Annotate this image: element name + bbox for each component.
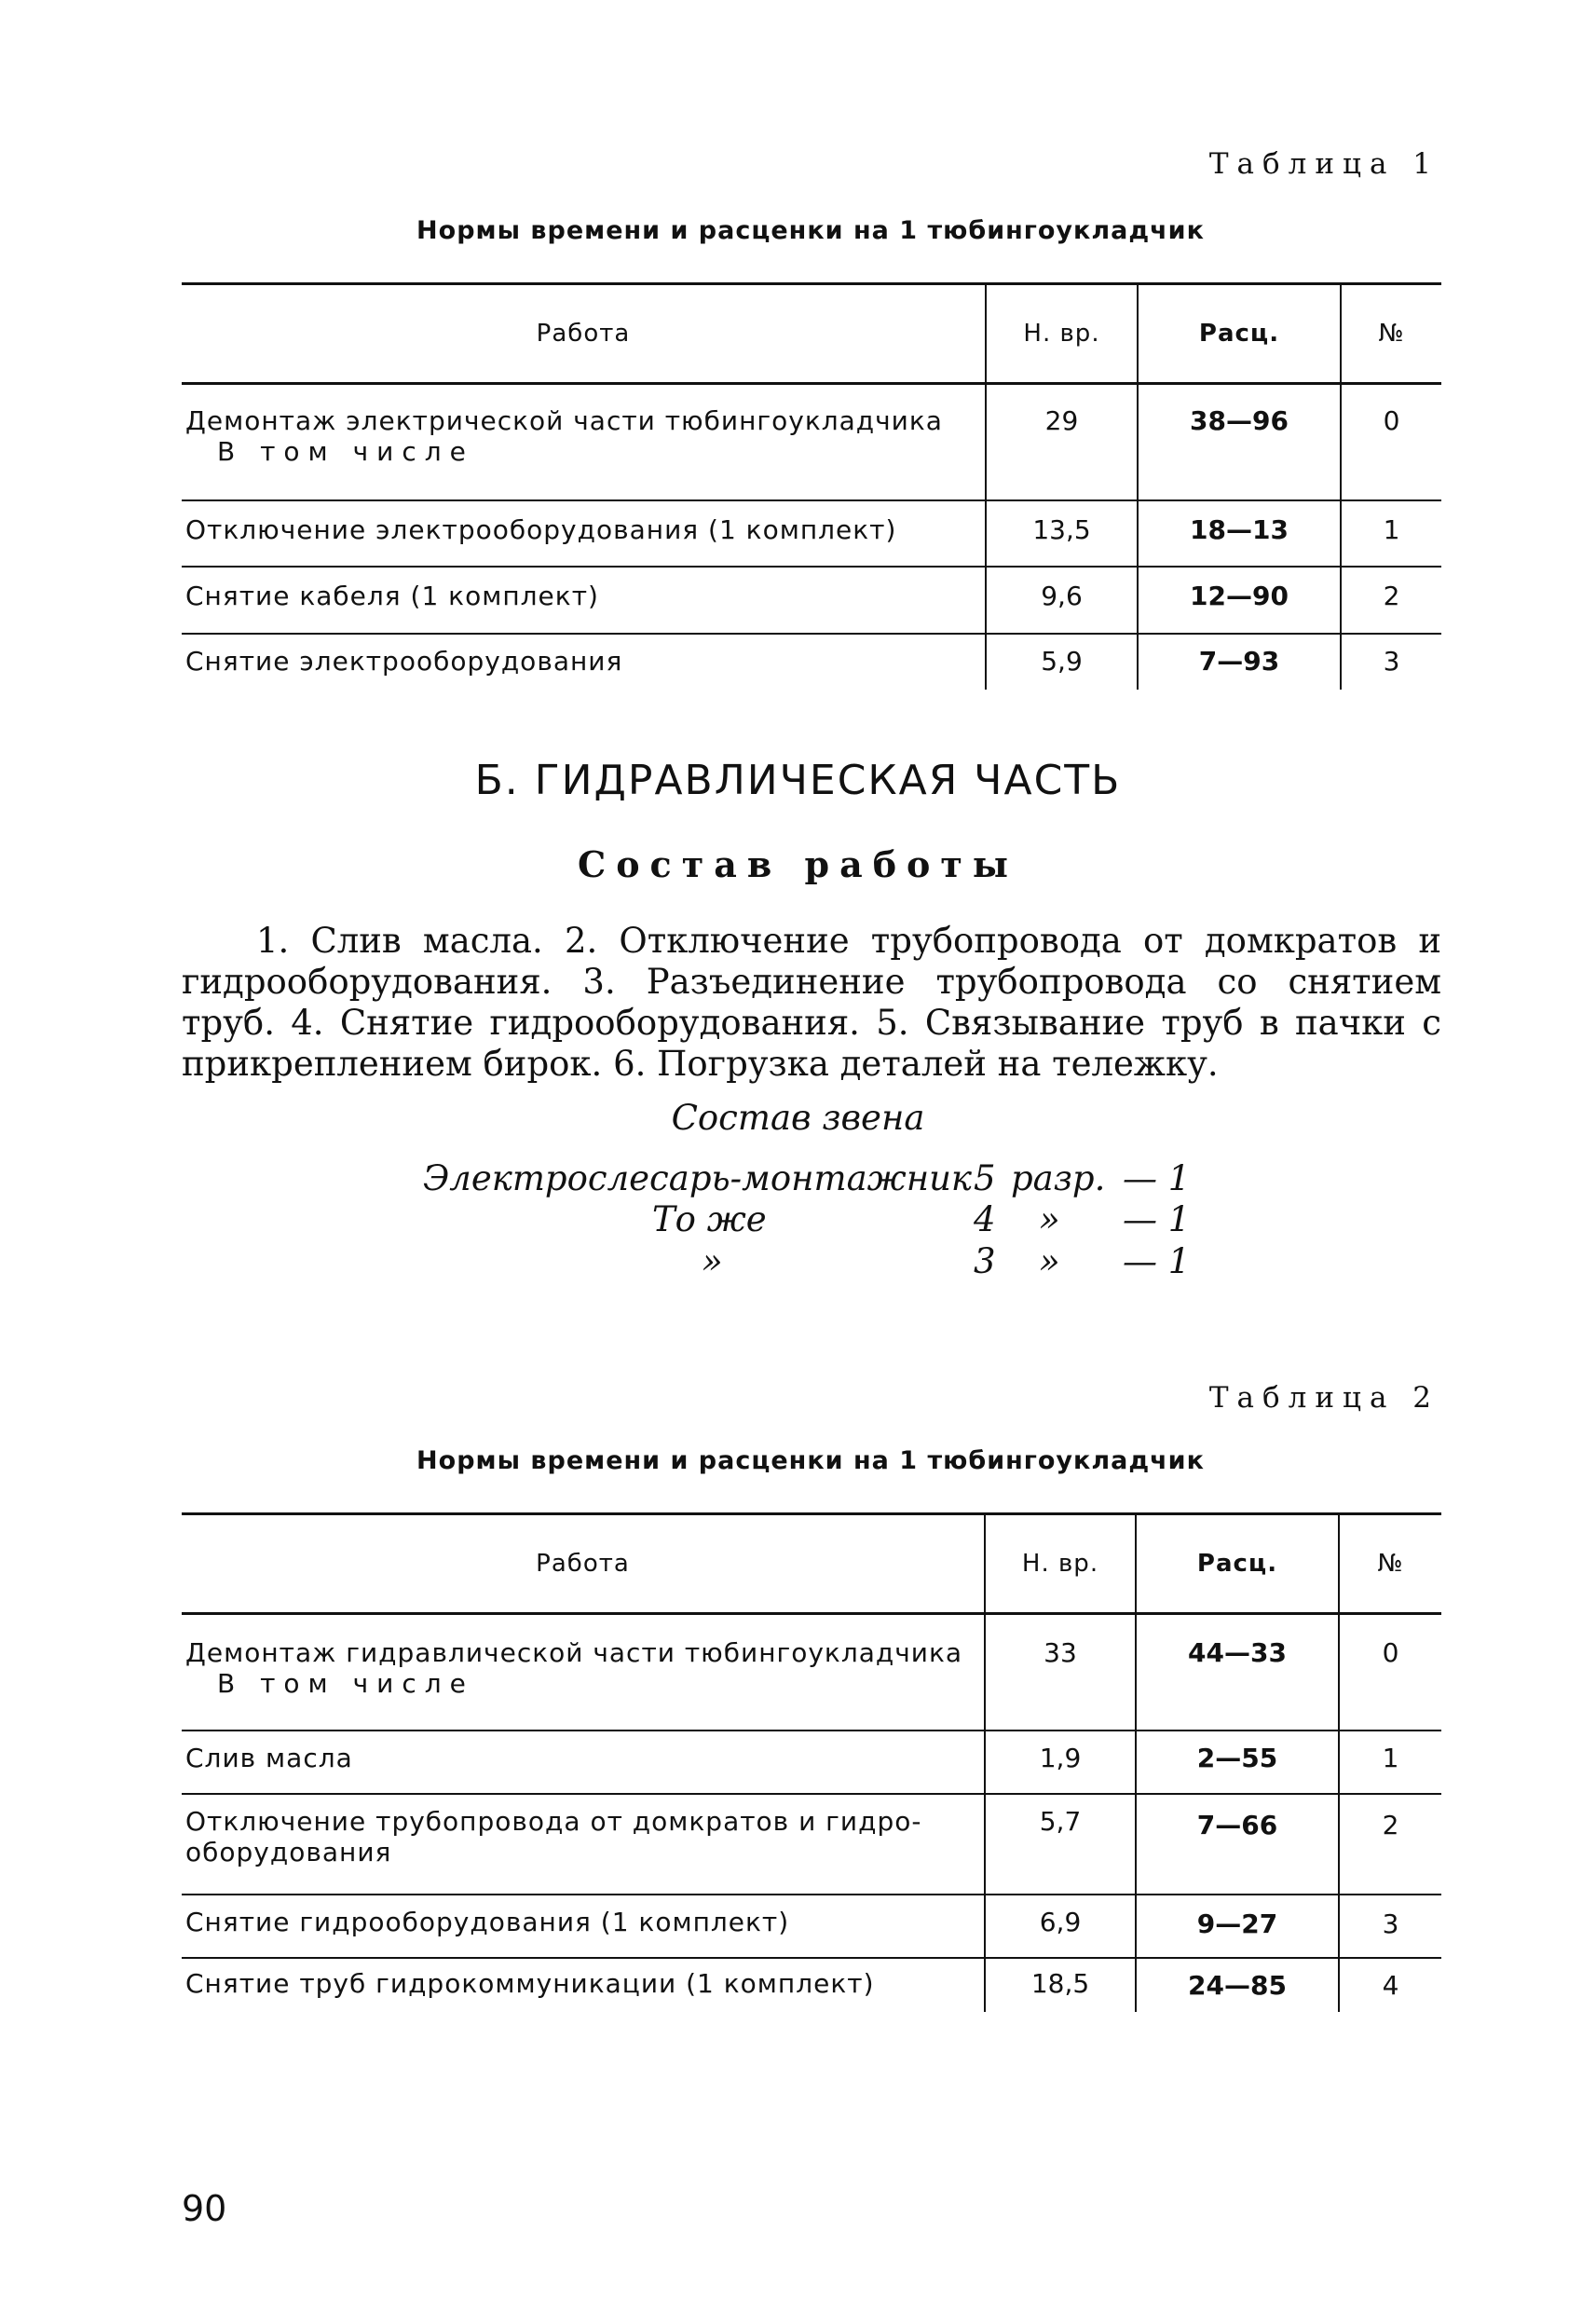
table-1-label: Таблица 1	[1208, 147, 1439, 181]
crew-who-1: Электрослесарь-монтажник	[422, 1158, 972, 1198]
crew-unit-2: »	[1039, 1199, 1060, 1239]
table-row	[182, 1895, 1441, 1958]
crew-grade-1: 5	[974, 1158, 996, 1198]
cell-norm: 1,9	[985, 1731, 1136, 1794]
table-1-title: Нормы времени и расценки на 1 тюбингоукладчик	[416, 216, 1205, 245]
header-work: Работа	[536, 1550, 630, 1578]
cell-work-line1: Демонтаж электрической части тюбингоукладчика	[185, 405, 943, 436]
cell-num: 0	[1341, 384, 1441, 500]
table-row	[182, 567, 1441, 634]
cell-rate: 2—55	[1136, 1731, 1339, 1794]
crew-who-2: То же	[652, 1199, 767, 1239]
cell-work: Снятие гидрооборудования (1 комплект)	[185, 1906, 790, 1937]
cell-work-line1: Отключение трубопровода от домкратов и гидро-	[185, 1805, 922, 1837]
table-row	[182, 634, 1441, 690]
table-row	[182, 1958, 1441, 2012]
crew-count-2: — 1	[1123, 1199, 1191, 1239]
cell-norm: 29	[986, 384, 1138, 500]
table-row	[182, 500, 1441, 567]
work-composition-title: Состав работы	[577, 843, 1019, 885]
cell-work	[182, 1794, 985, 1895]
table-row	[182, 1731, 1441, 1794]
cell-num: 2	[1341, 567, 1441, 634]
cell-rate: 9—27	[1136, 1895, 1339, 1958]
cell-work: Снятие кабеля (1 комплект)	[185, 580, 599, 611]
cell-rate: 7—93	[1138, 634, 1341, 690]
crew-grade-3: 3	[974, 1241, 996, 1281]
cell-norm: 13,5	[986, 500, 1138, 567]
cell-norm: 18,5	[985, 1958, 1136, 2012]
cell-num: 4	[1339, 1958, 1441, 2012]
table-1-header-row	[182, 284, 1441, 384]
table-2-label: Таблица 2	[1208, 1381, 1439, 1415]
cell-work: Отключение электрооборудования (1 комплект)	[185, 513, 897, 545]
table-2	[182, 1512, 1441, 2012]
header-work: Работа	[536, 320, 631, 348]
table-row	[182, 384, 1441, 500]
table-row	[182, 1794, 1441, 1895]
cell-work	[182, 384, 986, 500]
header-norm: Н. вр.	[985, 1514, 1136, 1614]
cell-rate: 18—13	[1138, 500, 1341, 567]
cell-work-line1: Демонтаж гидравлической части тюбингоукладчика	[185, 1637, 963, 1668]
cell-norm: 33	[985, 1614, 1136, 1731]
crew-unit-3: »	[1039, 1241, 1060, 1281]
cell-norm: 9,6	[986, 567, 1138, 634]
cell-work-line2: В том числе	[217, 1668, 474, 1699]
header-num: №	[1339, 1514, 1441, 1614]
table-2-header-row	[182, 1514, 1441, 1614]
cell-work-line2: оборудования	[185, 1836, 392, 1867]
section-title: Б. ГИДРАВЛИЧЕСКАЯ ЧАСТЬ	[474, 757, 1122, 804]
cell-norm: 5,7	[985, 1794, 1136, 1895]
crew-count-1: — 1	[1123, 1158, 1191, 1198]
crew-who-3: »	[702, 1241, 723, 1281]
header-rate: Расц.	[1138, 284, 1341, 384]
cell-work: Снятие труб гидрокоммуникации (1 комплект)	[185, 1967, 875, 1999]
work-composition-text: 1. Слив масла. 2. Отключение трубопровода от домкратов и гидрооборудования. 3. Разъединение трубопровода со снятием труб. 4. Снятие гидрооборудования. 5. Связывание труб в пачки с прикреплением бирок. 6. Погрузка деталей на тележку.	[182, 921, 1441, 1084]
header-num: №	[1341, 284, 1441, 384]
crew-composition-title: Состав звена	[671, 1098, 925, 1138]
table-1	[182, 282, 1441, 690]
cell-num: 1	[1339, 1731, 1441, 1794]
cell-num: 2	[1339, 1794, 1441, 1895]
cell-num: 0	[1339, 1614, 1441, 1731]
cell-num: 3	[1341, 634, 1441, 690]
crew-grade-2: 4	[974, 1199, 996, 1239]
cell-num: 3	[1339, 1895, 1441, 1958]
table-row	[182, 1614, 1441, 1731]
crew-count-3: — 1	[1123, 1241, 1191, 1281]
cell-num: 1	[1341, 500, 1441, 567]
cell-rate: 38—96	[1138, 384, 1341, 500]
page-number: 90	[182, 2188, 227, 2229]
cell-rate: 12—90	[1138, 567, 1341, 634]
cell-rate: 24—85	[1136, 1958, 1339, 2012]
cell-rate: 7—66	[1136, 1794, 1339, 1895]
cell-work-line2: В том числе	[217, 436, 474, 467]
cell-rate: 44—33	[1136, 1614, 1339, 1731]
crew-unit-1: разр.	[1011, 1158, 1106, 1198]
cell-work: Слив масла	[185, 1742, 353, 1773]
header-norm: Н. вр.	[986, 284, 1138, 384]
cell-work	[182, 1614, 985, 1731]
cell-work: Снятие электрооборудования	[185, 645, 623, 677]
cell-norm: 5,9	[986, 634, 1138, 690]
table-2-title: Нормы времени и расценки на 1 тюбингоукладчик	[416, 1446, 1205, 1475]
header-rate: Расц.	[1136, 1514, 1339, 1614]
cell-norm: 6,9	[985, 1895, 1136, 1958]
